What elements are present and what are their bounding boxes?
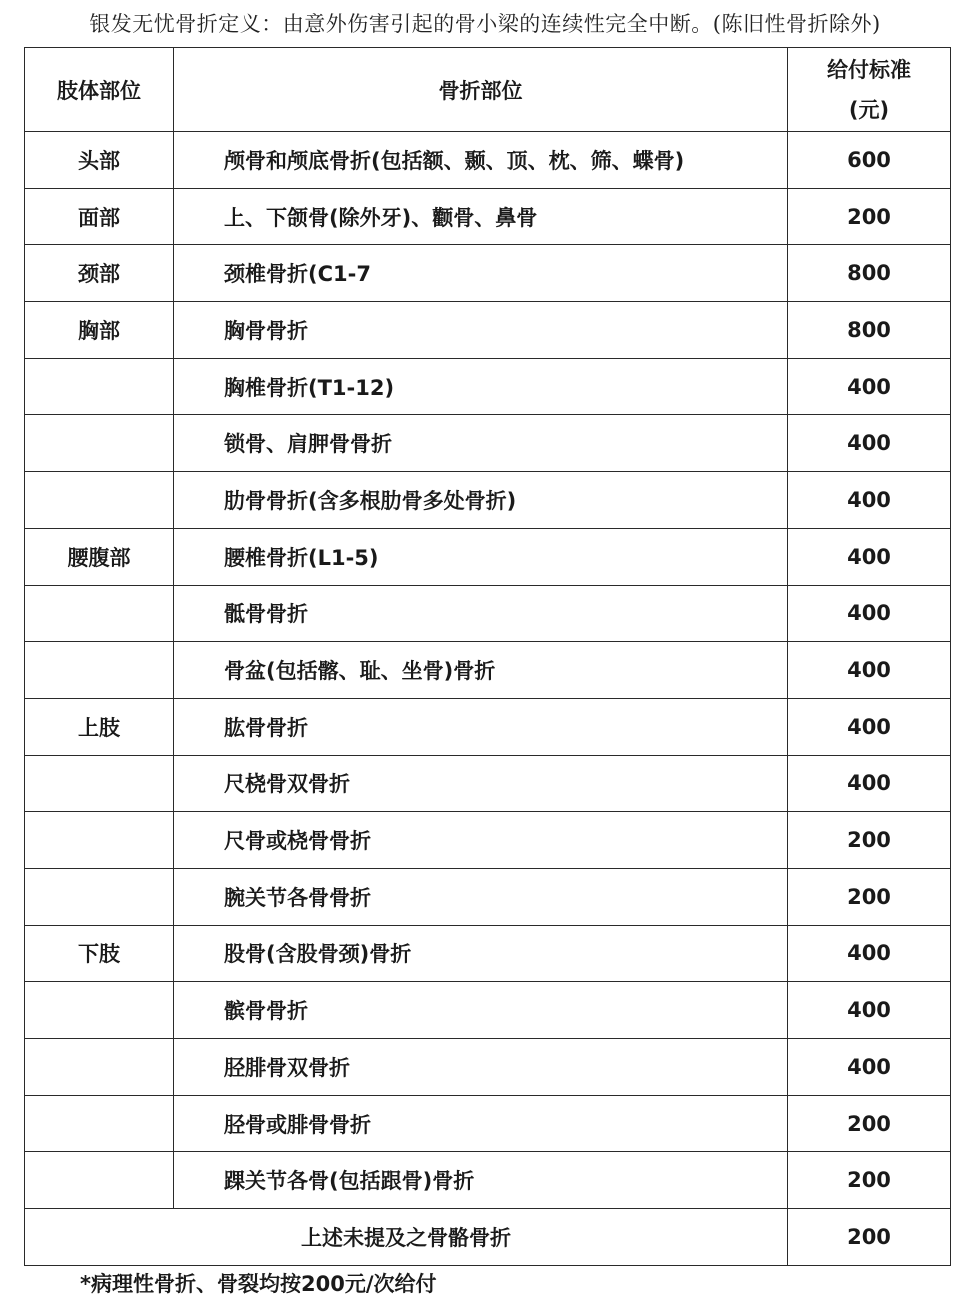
benefit-amount-cell: 400 xyxy=(788,982,951,1039)
header-amount-label: 给付标准 xyxy=(827,57,911,82)
fracture-site-cell: 腰椎骨折(L1-5) xyxy=(174,528,788,585)
header-benefit-amount xyxy=(788,48,951,132)
table-row xyxy=(25,698,951,755)
table-row xyxy=(25,358,951,415)
benefit-amount-cell: 400 xyxy=(788,925,951,982)
table-row xyxy=(25,642,951,699)
table-row xyxy=(25,1095,951,1152)
body-part-cell xyxy=(25,812,174,869)
fracture-site-cell: 骶骨骨折 xyxy=(174,585,788,642)
table-row xyxy=(25,812,951,869)
benefit-amount-cell: 800 xyxy=(788,302,951,359)
benefit-amount-cell: 800 xyxy=(788,245,951,302)
body-part-cell xyxy=(25,1095,174,1152)
table-row xyxy=(25,302,951,359)
fracture-benefit-table xyxy=(24,47,951,1266)
benefit-amount-cell: 400 xyxy=(788,755,951,812)
body-part-cell xyxy=(25,642,174,699)
table-row xyxy=(25,1152,951,1209)
fracture-site-cell: 胫腓骨双骨折 xyxy=(174,1039,788,1096)
body-part-cell: 腰腹部 xyxy=(25,528,174,585)
benefit-amount-cell: 200 xyxy=(788,1095,951,1152)
fracture-site-cell: 骨盆(包括髂、耻、坐骨)骨折 xyxy=(174,642,788,699)
table-row xyxy=(25,755,951,812)
table-row xyxy=(25,982,951,1039)
body-part-cell: 上肢 xyxy=(25,698,174,755)
fracture-site-cell: 胸椎骨折(T1-12) xyxy=(174,358,788,415)
document-title: 银发无忧骨折定义：由意外伤害引起的骨小梁的连续性完全中断。(陈旧性骨折除外) xyxy=(89,12,881,36)
fracture-site-cell: 颈椎骨折(C1-7 xyxy=(174,245,788,302)
benefit-amount-cell: 200 xyxy=(788,868,951,925)
body-part-cell xyxy=(25,415,174,472)
body-part-cell xyxy=(25,982,174,1039)
benefit-amount-cell: 600 xyxy=(788,132,951,189)
header-body-part: 肢体部位 xyxy=(25,48,174,132)
table-row xyxy=(25,132,951,189)
body-part-cell: 面部 xyxy=(25,188,174,245)
benefit-amount-cell: 400 xyxy=(788,698,951,755)
fracture-site-cell: 胫骨或腓骨骨折 xyxy=(174,1095,788,1152)
body-part-cell xyxy=(25,868,174,925)
header-amount-unit: (元) xyxy=(848,97,890,122)
table-row xyxy=(25,188,951,245)
table-row xyxy=(25,1039,951,1096)
body-part-cell xyxy=(25,585,174,642)
body-part-cell: 胸部 xyxy=(25,302,174,359)
body-part-cell xyxy=(25,358,174,415)
fracture-site-cell: 肋骨骨折(含多根肋骨多处骨折) xyxy=(174,472,788,529)
fracture-site-cell: 股骨(含股骨颈)骨折 xyxy=(174,925,788,982)
fracture-site-cell: 腕关节各骨骨折 xyxy=(174,868,788,925)
fracture-site-cell: 踝关节各骨(包括跟骨)骨折 xyxy=(174,1152,788,1209)
table-header-row xyxy=(25,48,951,132)
body-part-cell: 颈部 xyxy=(25,245,174,302)
table-row xyxy=(25,245,951,302)
fracture-site-cell: 髌骨骨折 xyxy=(174,982,788,1039)
benefit-amount-cell: 400 xyxy=(788,642,951,699)
header-fracture-site: 骨折部位 xyxy=(174,48,788,132)
body-part-cell: 下肢 xyxy=(25,925,174,982)
fracture-site-cell: 尺桡骨双骨折 xyxy=(174,755,788,812)
benefit-amount-cell: 400 xyxy=(788,1039,951,1096)
fracture-site-cell: 锁骨、肩胛骨骨折 xyxy=(174,415,788,472)
other-fractures-label: 上述未提及之骨骼骨折 xyxy=(25,1209,788,1266)
table-row xyxy=(25,585,951,642)
body-part-cell xyxy=(25,1039,174,1096)
body-part-cell xyxy=(25,755,174,812)
table-row xyxy=(25,925,951,982)
benefit-amount-cell: 200 xyxy=(788,188,951,245)
body-part-cell: 头部 xyxy=(25,132,174,189)
benefit-amount-cell: 200 xyxy=(788,812,951,869)
table-footer-row xyxy=(25,1209,951,1266)
body-part-cell xyxy=(25,472,174,529)
benefit-amount-cell: 200 xyxy=(788,1152,951,1209)
fracture-site-cell: 尺骨或桡骨骨折 xyxy=(174,812,788,869)
fracture-site-cell: 胸骨骨折 xyxy=(174,302,788,359)
benefit-amount-cell: 400 xyxy=(788,415,951,472)
table-row xyxy=(25,472,951,529)
benefit-amount-cell: 400 xyxy=(788,472,951,529)
fracture-site-cell: 肱骨骨折 xyxy=(174,698,788,755)
benefit-amount-cell: 400 xyxy=(788,358,951,415)
footnote: *病理性骨折、骨裂均按200元/次给付 xyxy=(80,1272,437,1296)
table-row xyxy=(25,415,951,472)
fracture-site-cell: 颅骨和颅底骨折(包括额、颞、顶、枕、筛、蝶骨) xyxy=(174,132,788,189)
other-fractures-amount: 200 xyxy=(788,1209,951,1266)
table-row xyxy=(25,868,951,925)
body-part-cell xyxy=(25,1152,174,1209)
benefit-amount-cell: 400 xyxy=(788,585,951,642)
fracture-site-cell: 上、下颌骨(除外牙)、颧骨、鼻骨 xyxy=(174,188,788,245)
table-row xyxy=(25,528,951,585)
benefit-amount-cell: 400 xyxy=(788,528,951,585)
